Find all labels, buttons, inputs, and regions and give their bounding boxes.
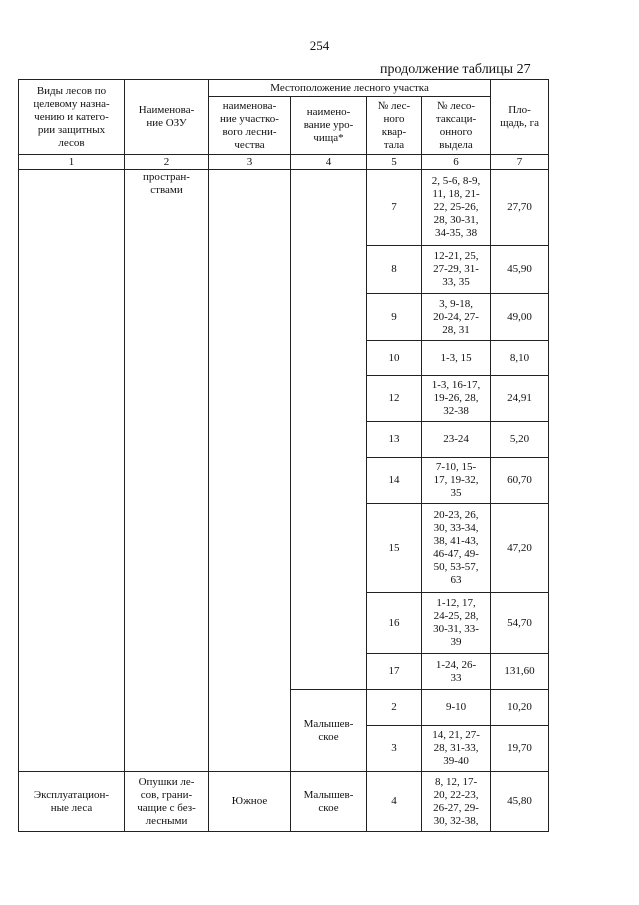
tract-cell: Малышев- ское <box>291 690 367 772</box>
tract-cell <box>291 170 367 690</box>
header-allotment: № лесо- таксаци- онного выдела <box>422 97 491 155</box>
col-number-7: 7 <box>491 155 549 170</box>
header-ozu-name: Наименова- ние ОЗУ <box>125 80 209 155</box>
quarter-cell: 4 <box>367 772 422 832</box>
quarter-cell: 15 <box>367 504 422 593</box>
forest-type-cell: Эксплуатацион- ные леса <box>19 772 125 832</box>
quarter-cell: 8 <box>367 246 422 294</box>
ozu-name-cell: Опушки ле- сов, грани- чащие с без- лесными <box>125 772 209 832</box>
table-row <box>19 772 549 832</box>
header-area: Пло- щадь, га <box>491 80 549 155</box>
page-number: 254 <box>309 38 330 53</box>
table-row <box>19 170 549 246</box>
allotment-cell: 2, 5-6, 8-9, 11, 18, 21- 22, 25-26, 28, 30-31, 34-35, 38 <box>422 170 491 246</box>
allotment-cell: 1-3, 16-17, 19-26, 28, 32-38 <box>422 376 491 422</box>
area-cell: 131,60 <box>491 654 549 690</box>
area-cell: 10,20 <box>491 690 549 726</box>
quarter-cell: 10 <box>367 341 422 376</box>
allotment-cell: 8, 12, 17- 20, 22-23, 26-27, 29- 30, 32-38, <box>422 772 491 832</box>
area-cell: 45,90 <box>491 246 549 294</box>
quarter-cell: 14 <box>367 458 422 504</box>
area-cell: 47,20 <box>491 504 549 593</box>
col-number-5: 5 <box>367 155 422 170</box>
area-cell: 5,20 <box>491 422 549 458</box>
header-forestry: наименова- ние участко- вого лесни- чества <box>209 97 291 155</box>
forestry-cell <box>209 170 291 772</box>
allotment-cell: 12-21, 25, 27-29, 31- 33, 35 <box>422 246 491 294</box>
forest-type-cell <box>19 170 125 772</box>
quarter-cell: 3 <box>367 726 422 772</box>
forest-table <box>18 79 549 832</box>
allotment-cell: 7-10, 15- 17, 19-32, 35 <box>422 458 491 504</box>
allotment-cell: 9-10 <box>422 690 491 726</box>
quarter-cell: 17 <box>367 654 422 690</box>
allotment-cell: 20-23, 26, 30, 33-34, 38, 41-43, 46-47, 49- 50, 53-57, 63 <box>422 504 491 593</box>
area-cell: 27,70 <box>491 170 549 246</box>
header-location-group: Местоположение лесного участка <box>209 80 491 97</box>
header-quarter: № лес- ного квар- тала <box>367 97 422 155</box>
area-cell: 54,70 <box>491 593 549 654</box>
header-tract: наимено- вание уро- чища* <box>291 97 367 155</box>
area-cell: 49,00 <box>491 294 549 341</box>
ozu-name-cell: простран- ствами <box>125 170 209 772</box>
quarter-cell: 12 <box>367 376 422 422</box>
col-number-6: 6 <box>422 155 491 170</box>
allotment-cell: 3, 9-18, 20-24, 27- 28, 31 <box>422 294 491 341</box>
col-number-1: 1 <box>19 155 125 170</box>
quarter-cell: 2 <box>367 690 422 726</box>
allotment-cell: 1-3, 15 <box>422 341 491 376</box>
header-forest-type: Виды лесов по целевому назна- чению и катего- рии защитных лесов <box>19 80 125 155</box>
area-cell: 60,70 <box>491 458 549 504</box>
area-cell: 19,70 <box>491 726 549 772</box>
quarter-cell: 16 <box>367 593 422 654</box>
allotment-cell: 23-24 <box>422 422 491 458</box>
col-number-3: 3 <box>209 155 291 170</box>
allotment-cell: 14, 21, 27- 28, 31-33, 39-40 <box>422 726 491 772</box>
tract-cell: Малышев- ское <box>291 772 367 832</box>
area-cell: 45,80 <box>491 772 549 832</box>
area-cell: 24,91 <box>491 376 549 422</box>
quarter-cell: 7 <box>367 170 422 246</box>
area-cell: 8,10 <box>491 341 549 376</box>
allotment-cell: 1-24, 26- 33 <box>422 654 491 690</box>
quarter-cell: 9 <box>367 294 422 341</box>
forestry-cell: Южное <box>209 772 291 832</box>
col-number-4: 4 <box>291 155 367 170</box>
quarter-cell: 13 <box>367 422 422 458</box>
col-number-2: 2 <box>125 155 209 170</box>
allotment-cell: 1-12, 17, 24-25, 28, 30-31, 33- 39 <box>422 593 491 654</box>
continuation-label: продолжение таблицы 27 <box>380 62 531 77</box>
